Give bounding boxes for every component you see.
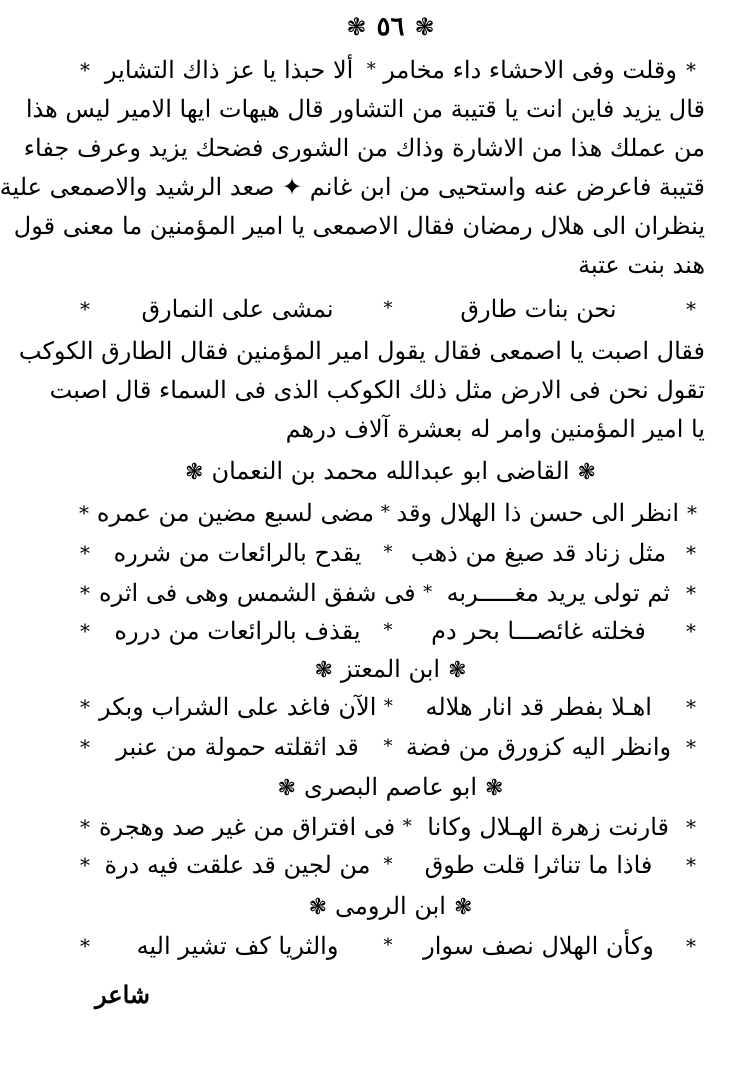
verse-star-icon: * <box>686 619 696 644</box>
section-heading <box>33 458 748 484</box>
verse-hemistich: وكأن الهلال نصف سوار <box>423 932 654 960</box>
verse-line <box>71 540 705 568</box>
verse-hemistich: والثريا كف تشير اليه <box>136 932 339 960</box>
verse-hemistich: قارنت زهرة الهـلال وكانا <box>427 813 669 841</box>
verse-hemistich: من لجين قد علقت فيه درة <box>104 851 371 879</box>
verse-star-icon: * <box>686 58 696 83</box>
verse-star-icon: * <box>80 541 90 566</box>
verse-line <box>71 57 705 85</box>
verse-hemistich: فخلته غائصـــا بحر دم <box>431 617 646 645</box>
verse-star-icon: * <box>686 735 696 760</box>
ornament-icon: ❃ <box>448 658 467 683</box>
verse-star-icon: * <box>686 581 696 606</box>
verse-star-icon: * <box>423 582 433 604</box>
verse-star-icon: * <box>80 815 90 840</box>
verse-star-icon: * <box>80 581 90 606</box>
section-title: ابن الرومى <box>335 892 446 920</box>
prose-line: ينظران الى هلال رمضان فقال الاصمعى يا امير المؤمنين ما معنى قول <box>13 212 705 240</box>
verse-hemistich: وقلت وفى الاحشاء داء مخامر <box>383 56 677 84</box>
prose-line: قال يزيد فاين انت يا قتيبة من التشاور قال هيهات ايها الامير ليس هذا <box>25 95 705 123</box>
verse-hemistich: ثم تولى يريد مغـــــربه <box>446 579 671 607</box>
ornament-icon: ❃ <box>414 13 435 41</box>
verse-hemistich: اهـلا بفطر قد انار هلاله <box>425 693 652 721</box>
verse-hemistich: الآن فاغد على الشراب وبكر <box>99 693 377 721</box>
section-heading <box>33 893 748 919</box>
verse-hemistich: يقدح بالرائعات من شرره <box>113 539 362 567</box>
verse-line <box>71 618 705 646</box>
ornament-icon: ❃ <box>277 776 296 801</box>
verse-hemistich: نحن بنات طارق <box>460 295 617 323</box>
verse-star-icon: * <box>686 695 696 720</box>
section-title: ابن المعتز <box>340 655 441 683</box>
prose-line: من عملك هذا من الاشارة وذاك من الشورى فضحك يزيد وعرف جفاء <box>23 134 705 162</box>
verse-star-icon: * <box>383 298 393 320</box>
ornament-icon: ❃ <box>308 895 328 920</box>
verse-star-icon: * <box>686 297 696 322</box>
verse-line <box>71 734 705 762</box>
prose-line: فقال اصبت يا اصمعى فقال يقول امير المؤمنين فقال الطارق الكوكب <box>18 337 705 365</box>
verse-hemistich: فى افتراق من غير صد وهجرة <box>99 813 396 841</box>
verse-hemistich: فاذا ما تناثرا قلت طوق <box>424 851 653 879</box>
verse-line <box>71 580 705 608</box>
page-number: ٥٦ <box>376 12 405 42</box>
verse-star-icon: * <box>80 853 90 878</box>
verse-star-icon: * <box>686 815 696 840</box>
ornament-icon: ❃ <box>577 460 596 485</box>
verse-star-icon: * <box>383 736 393 758</box>
prose-line: تقول نحن فى الارض مثل ذلك الكوكب الذى فى السماء قال اصبت <box>49 376 705 404</box>
verse-line <box>71 296 705 324</box>
catchword: شاعر <box>95 980 150 1009</box>
prose-line: قتيبة فاعرض عنه واستحيى من ابن غانم ✦ صعد الرشيد والاصمعى علية <box>0 173 705 201</box>
verse-star-icon: * <box>80 695 90 720</box>
section-heading <box>33 656 748 682</box>
verse-star-icon: * <box>383 696 393 718</box>
verse-star-icon: * <box>80 297 90 322</box>
verse-star-icon: * <box>383 542 393 564</box>
verse-star-icon: * <box>402 816 412 838</box>
verse-hemistich: انظر الى حسن ذا الهلال وقد <box>396 499 680 527</box>
ornament-icon: ❃ <box>453 895 473 920</box>
verse-star-icon: * <box>686 934 696 959</box>
prose-line: هند بنت عتبة <box>578 251 705 279</box>
verse-star-icon: * <box>686 541 696 566</box>
verse-star-icon: * <box>366 59 376 81</box>
verse-hemistich: مضى لسبع مضين من عمره <box>96 499 375 527</box>
section-title: ابو عاصم البصرى <box>303 773 478 801</box>
verse-hemistich: ألا حبذا يا عز ذاك التشاير <box>104 56 354 84</box>
page-header <box>33 8 748 46</box>
verse-line <box>71 933 705 961</box>
verse-hemistich: مثل زناد قد صيغ من ذهب <box>410 539 667 567</box>
verse-star-icon: * <box>687 501 698 526</box>
verse-star-icon: * <box>383 854 393 876</box>
verse-hemistich: نمشى على النمارق <box>141 295 334 323</box>
verse-star-icon: * <box>383 620 393 642</box>
verse-hemistich: فى شفق الشمس وهى فى اثره <box>99 579 416 607</box>
verse-line <box>71 814 705 842</box>
section-title: القاضى ابو عبدالله محمد بن النعمان <box>211 457 570 485</box>
verse-hemistich: يقذف بالرائعات من درره <box>114 617 361 645</box>
verse-line <box>71 500 705 528</box>
verse-star-icon: * <box>383 935 393 957</box>
ornament-icon: ❃ <box>485 776 504 801</box>
verse-star-icon: * <box>80 58 90 83</box>
ornament-icon: ❃ <box>314 658 333 683</box>
verse-star-icon: * <box>80 619 90 644</box>
ornament-icon: ❃ <box>185 460 204 485</box>
verse-star-icon: * <box>78 501 89 526</box>
verse-star-icon: * <box>80 934 90 959</box>
verse-line <box>71 852 705 880</box>
verse-star-icon: * <box>80 735 90 760</box>
section-heading <box>33 774 748 800</box>
verse-star-icon: * <box>380 502 390 524</box>
verse-hemistich: قد اثقلته حمولة من عنبر <box>116 733 359 761</box>
ornament-icon: ❃ <box>346 13 367 41</box>
verse-line <box>71 694 705 722</box>
prose-line: يا امير المؤمنين وامر له بعشرة آلاف درهم <box>285 415 705 443</box>
verse-hemistich: وانظر اليه كزورق من فضة <box>405 733 672 761</box>
verse-star-icon: * <box>686 853 696 878</box>
